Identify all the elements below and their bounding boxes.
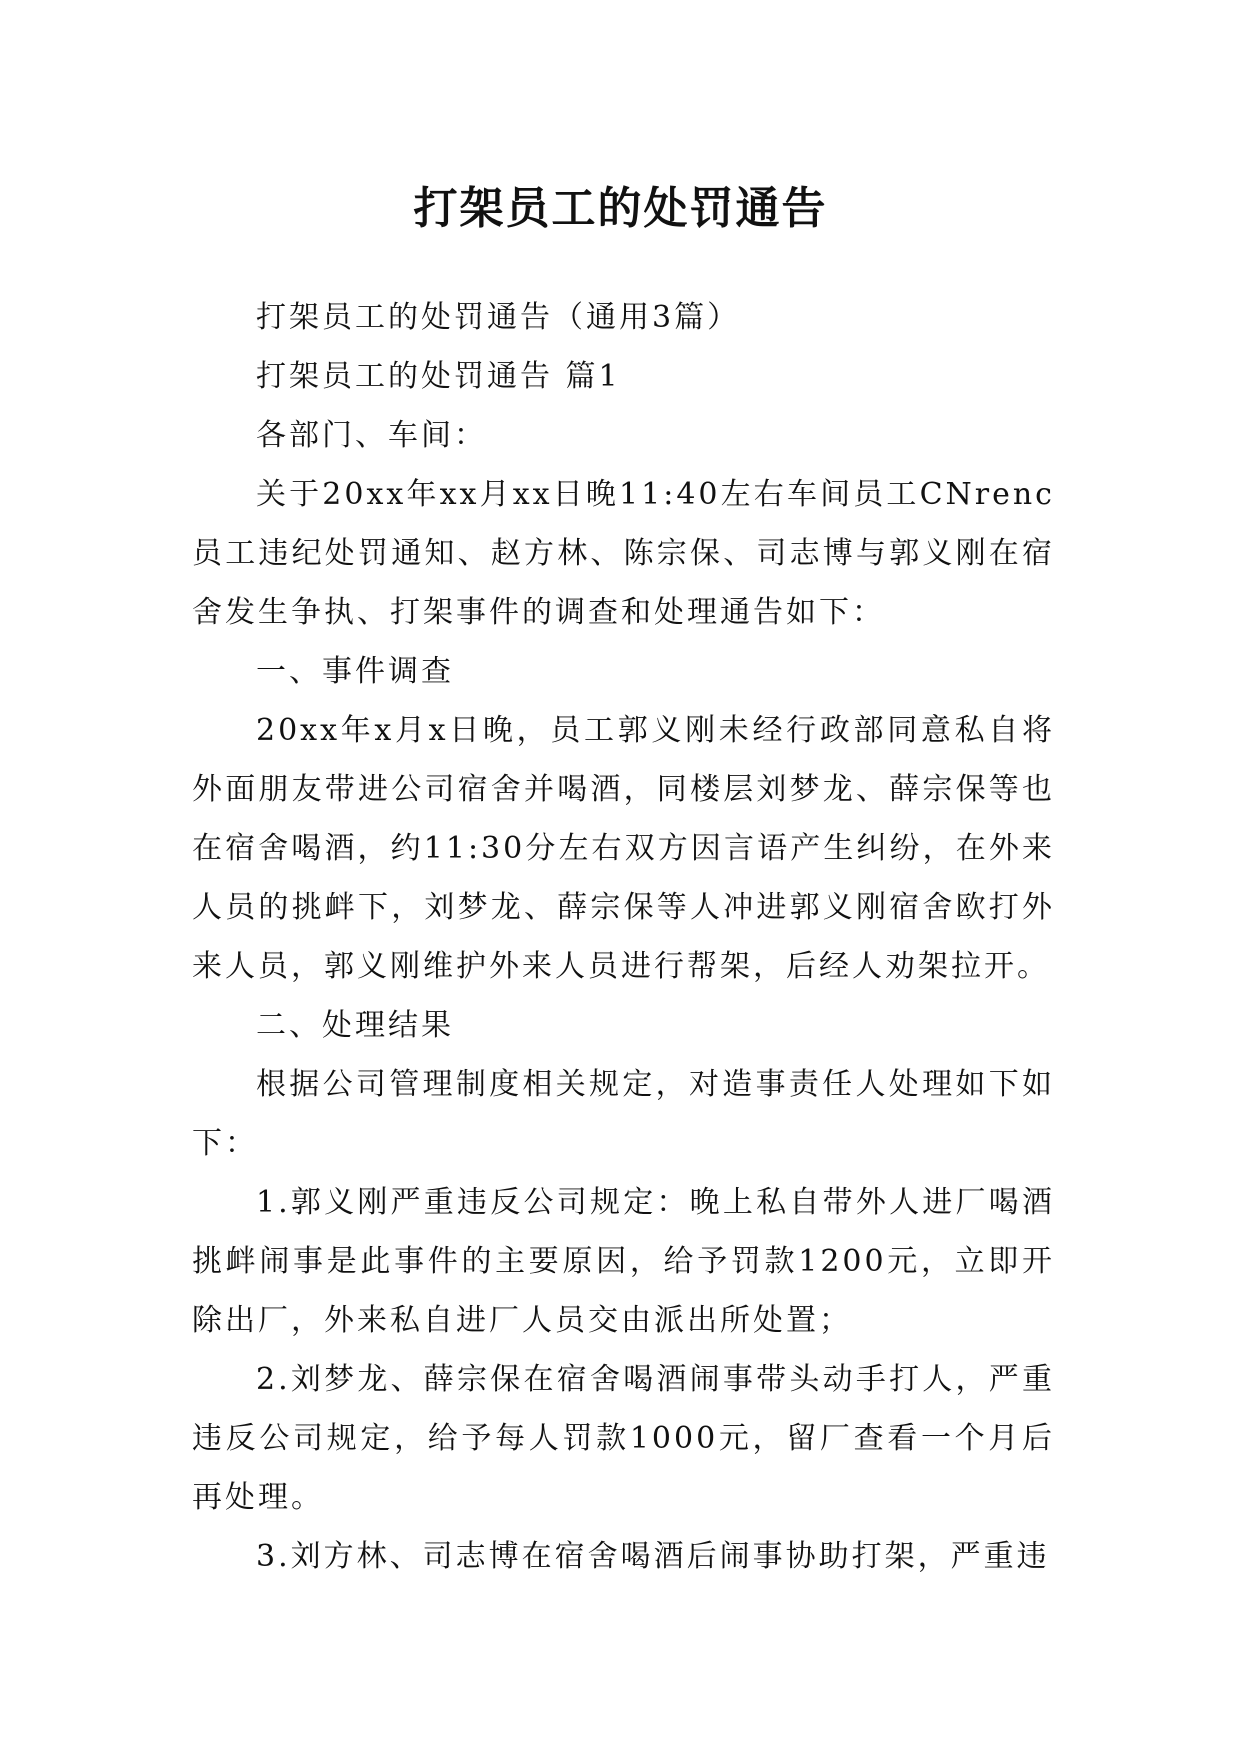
paragraph-result-intro: 根据公司管理制度相关规定，对造事责任人处理如下如下： (192, 1067, 1055, 1161)
paragraph-heading-investigation: 一、事件调查 (256, 654, 454, 689)
paragraph-heading-result: 二、处理结果 (256, 1008, 454, 1043)
document-title: 打架员工的处罚通告 (413, 183, 828, 235)
paragraph-subtitle: 打架员工的处罚通告（通用3篇） (256, 300, 741, 335)
document-body (192, 288, 1055, 1586)
paragraph-item-2: 2.刘梦龙、薛宗保在宿舍喝酒闹事带头动手打人，严重违反公司规定，给予每人罚款1000元，留厂查看一个月后再处理。 (192, 1362, 1055, 1515)
paragraph-item-3: 3.刘方林、司志博在宿舍喝酒后闹事协助打架，严重违 (256, 1539, 1050, 1574)
paragraph-section-heading: 打架员工的处罚通告 篇1 (256, 359, 621, 394)
paragraph-investigation: 20xx年x月x日晚，员工郭义刚未经行政部同意私自将外面朋友带进公司宿舍并喝酒，同楼层刘梦龙、薛宗保等也在宿舍喝酒，约11:30分左右双方因言语产生纠纷，在外来人员的挑衅下，刘梦龙、薛宗保等人冲进郭义刚宿舍欧打外来人员，郭义刚维护外来人员进行帮架，后经人劝架拉开。 (192, 713, 1055, 984)
paragraph-item-1: 1.郭义刚严重违反公司规定：晚上私自带外人进厂喝酒挑衅闹事是此事件的主要原因，给予罚款1200元，立即开除出厂，外来私自进厂人员交由派出所处置； (192, 1185, 1055, 1338)
paragraph-intro: 关于20xx年xx月xx日晚11:40左右车间员工CNrenc员工违纪处罚通知、赵方林、陈宗保、司志博与郭义刚在宿舍发生争执、打架事件的调查和处理通告如下： (192, 477, 1055, 630)
paragraph-salutation: 各部门、车间： (256, 418, 487, 453)
